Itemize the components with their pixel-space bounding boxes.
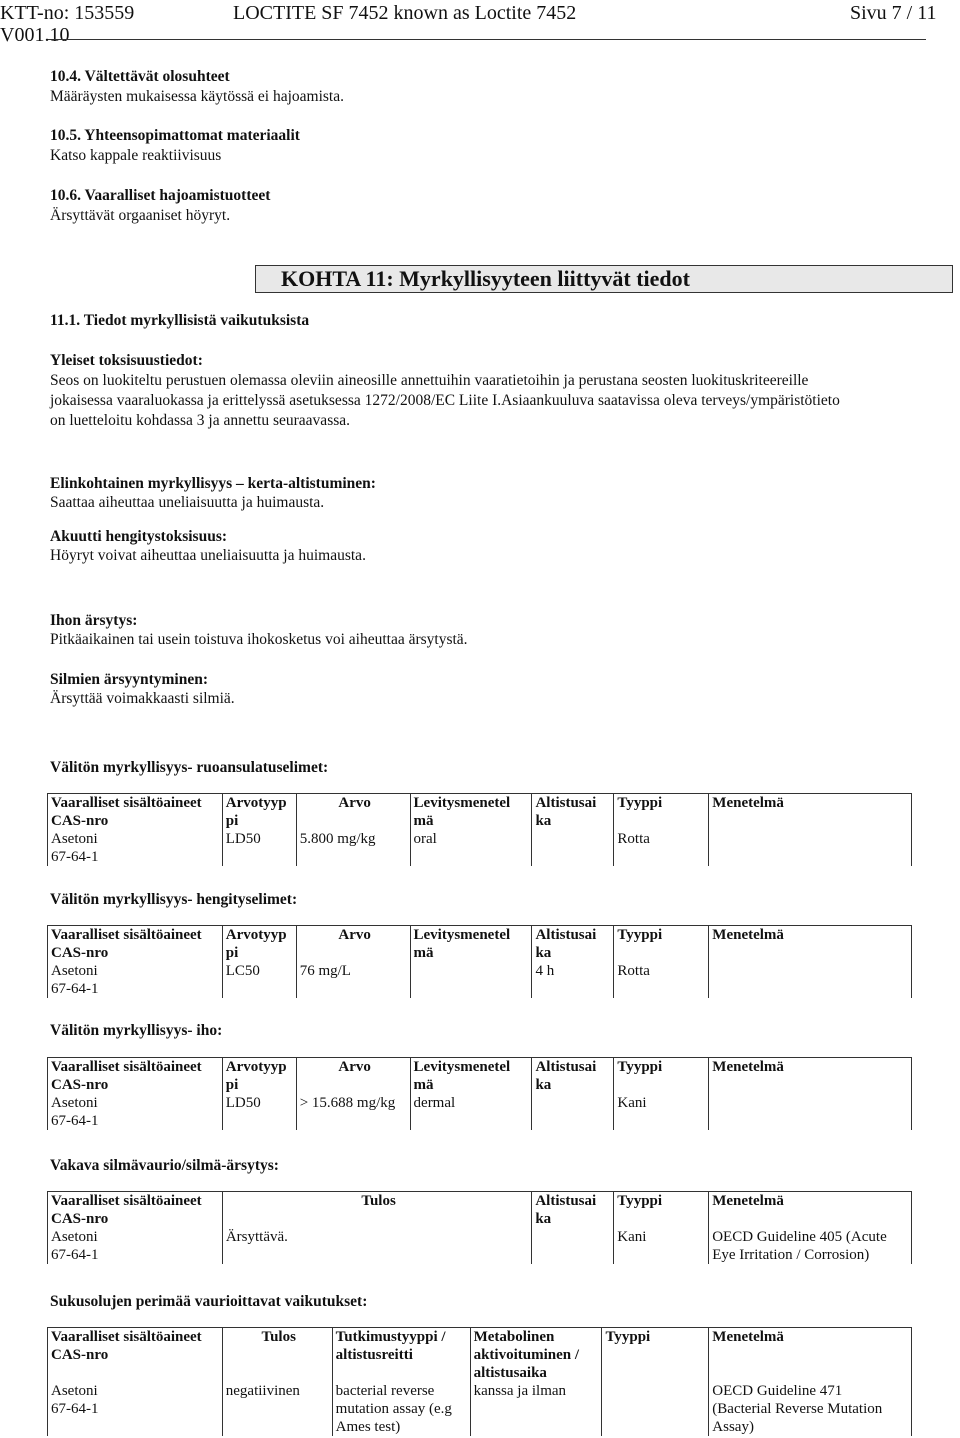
cell-method bbox=[709, 830, 912, 866]
general-line-1: Seos on luokiteltu perustuen olemassa oleviin aineosille annettuihin vaaratietoihin ja perustana seosten luokituskriteereille bbox=[50, 372, 809, 389]
cell-substance: Asetoni 67-64-1 bbox=[48, 1382, 223, 1436]
table-row bbox=[48, 1192, 912, 1229]
cell-method bbox=[709, 962, 912, 998]
cell-exposure bbox=[532, 1228, 614, 1264]
skin-text: Pitkäaikainen tai usein toistuva ihokosketus voi aiheuttaa ärsytystä. bbox=[50, 631, 468, 648]
general-line-3: on luetteloitu kohdassa 3 ja annettu seuraavassa. bbox=[50, 412, 351, 429]
s11-1-title: 11.1. Tiedot myrkyllisistä vaikutuksista bbox=[50, 312, 310, 329]
header-method: Menetelmä bbox=[709, 1328, 912, 1383]
header-test-type: Tutkimustyyppi / altistusreitti bbox=[332, 1328, 470, 1383]
header-type: Arvotyyp pi bbox=[222, 1058, 296, 1095]
oral-table bbox=[47, 793, 912, 866]
mutagen-table bbox=[47, 1327, 912, 1436]
table-row bbox=[48, 1058, 912, 1095]
cell-species: Rotta bbox=[614, 830, 709, 866]
cell-result: Ärsyttävä. bbox=[222, 1228, 532, 1264]
cell-type: LD50 bbox=[222, 830, 296, 866]
cell-route: oral bbox=[410, 830, 532, 866]
section-11-title: KOHTA 11: Myrkyllisyyteen liittyvät tiedot bbox=[281, 266, 690, 291]
eyedamage-table bbox=[47, 1191, 912, 1264]
header-method: Menetelmä bbox=[709, 1192, 912, 1229]
header-method: Menetelmä bbox=[709, 794, 912, 831]
cell-value: > 15.688 mg/kg bbox=[296, 1094, 410, 1130]
eye-text: Ärsyttää voimakkaasti silmiä. bbox=[50, 690, 235, 707]
table-row bbox=[48, 1094, 912, 1130]
header-exposure: Altistusai ka bbox=[532, 794, 614, 831]
header-species: Tyyppi bbox=[602, 1328, 709, 1383]
cell-substance: Asetoni 67-64-1 bbox=[48, 1228, 223, 1264]
header-route: Levitysmenetel mä bbox=[410, 1058, 532, 1095]
header-exposure: Altistusai ka bbox=[532, 1058, 614, 1095]
stot-text: Saattaa aiheuttaa uneliaisuutta ja huimausta. bbox=[50, 494, 325, 511]
header-value: Arvo bbox=[296, 794, 410, 831]
product-name: LOCTITE SF 7452 known as Loctite 7452 bbox=[233, 2, 577, 24]
table-row bbox=[48, 794, 912, 831]
s10-4-title: 10.4. Vältettävät olosuhteet bbox=[50, 68, 230, 85]
header-method: Menetelmä bbox=[709, 1058, 912, 1095]
header-rule bbox=[48, 39, 926, 40]
cell-result: negatiivinen bbox=[222, 1382, 332, 1436]
inhalation-table bbox=[47, 925, 912, 998]
header-substance: Vaaralliset sisältöaineet CAS-nro bbox=[48, 794, 223, 831]
skin-title: Ihon ärsytys: bbox=[50, 612, 138, 629]
header-substance: Vaaralliset sisältöaineet CAS-nro bbox=[48, 1192, 223, 1229]
header-substance: Vaaralliset sisältöaineet CAS-nro bbox=[48, 1058, 223, 1095]
cell-value: 76 mg/L bbox=[296, 962, 410, 998]
cell-exposure bbox=[532, 830, 614, 866]
eyedamage-title: Vakava silmävaurio/silmä-ärsytys: bbox=[50, 1157, 279, 1174]
cell-method: OECD Guideline 405 (Acute Eye Irritation / Corrosion) bbox=[709, 1228, 912, 1264]
inhal-title: Akuutti hengitystoksisuus: bbox=[50, 528, 228, 545]
header-method: Menetelmä bbox=[709, 926, 912, 963]
cell-method bbox=[709, 1094, 912, 1130]
s10-4-text: Määräysten mukaisessa käytössä ei hajoamista. bbox=[50, 88, 344, 105]
cell-test-type: bacterial reverse mutation assay (e.g Ames test) bbox=[332, 1382, 470, 1436]
cell-substance: Asetoni 67-64-1 bbox=[48, 1094, 223, 1130]
table-row bbox=[48, 830, 912, 866]
cell-type: LC50 bbox=[222, 962, 296, 998]
header-result: Tulos bbox=[222, 1192, 532, 1229]
cell-route bbox=[410, 962, 532, 998]
header-exposure: Altistusai ka bbox=[532, 1192, 614, 1229]
cell-method: OECD Guideline 471 (Bacterial Reverse Mutation Assay) bbox=[709, 1382, 912, 1436]
cell-species: Rotta bbox=[614, 962, 709, 998]
inhal-text: Höyryt voivat aiheuttaa uneliaisuutta ja huimausta. bbox=[50, 547, 366, 564]
cell-route: dermal bbox=[410, 1094, 532, 1130]
header-route: Levitysmenetel mä bbox=[410, 926, 532, 963]
cell-substance: Asetoni 67-64-1 bbox=[48, 962, 223, 998]
s10-6-title: 10.6. Vaaralliset hajoamistuotteet bbox=[50, 187, 271, 204]
general-line-2: jokaisessa vaaraluokassa ja erittelyssä asetuksessa 1272/2008/EC Liite I.Asiaankuuluva saatavissa oleva terveys/ympäristötieto bbox=[50, 392, 840, 409]
header-metabolic: Metabolinen aktivoituminen / altistusaika bbox=[470, 1328, 602, 1383]
dermal-title: Välitön myrkyllisyys- iho: bbox=[50, 1022, 223, 1039]
eye-title: Silmien ärsyyntyminen: bbox=[50, 671, 209, 688]
cell-substance: Asetoni 67-64-1 bbox=[48, 830, 223, 866]
table-row bbox=[48, 926, 912, 963]
table-row bbox=[48, 1328, 912, 1383]
dermal-table bbox=[47, 1057, 912, 1130]
ktt-number: KTT-no: 153559 bbox=[0, 2, 135, 24]
table-row bbox=[48, 1382, 912, 1436]
header-type: Arvotyyp pi bbox=[222, 926, 296, 963]
header-value: Arvo bbox=[296, 926, 410, 963]
cell-type: LD50 bbox=[222, 1094, 296, 1130]
s10-6-text: Ärsyttävät orgaaniset höyryt. bbox=[50, 207, 231, 224]
cell-species: Kani bbox=[614, 1094, 709, 1130]
cell-metabolic: kanssa ja ilman bbox=[470, 1382, 602, 1436]
cell-exposure bbox=[532, 1094, 614, 1130]
inhalation-title: Välitön myrkyllisyys- hengityselimet: bbox=[50, 891, 298, 908]
header-species: Tyyppi bbox=[614, 926, 709, 963]
cell-species bbox=[602, 1382, 709, 1436]
general-title: Yleiset toksisuustiedot: bbox=[50, 352, 203, 369]
header-species: Tyyppi bbox=[614, 1058, 709, 1095]
header-substance: Vaaralliset sisältöaineet CAS-nro bbox=[48, 1328, 223, 1383]
header-value: Arvo bbox=[296, 1058, 410, 1095]
cell-species: Kani bbox=[614, 1228, 709, 1264]
s10-5-title: 10.5. Yhteensopimattomat materiaalit bbox=[50, 127, 300, 144]
oral-title: Välitön myrkyllisyys- ruoansulatuselimet: bbox=[50, 759, 329, 776]
header-species: Tyyppi bbox=[614, 1192, 709, 1229]
mutagen-title: Sukusolujen perimää vaurioittavat vaikutukset: bbox=[50, 1293, 368, 1310]
header-route: Levitysmenetel mä bbox=[410, 794, 532, 831]
s10-5-text: Katso kappale reaktiivisuus bbox=[50, 147, 222, 164]
header-substance: Vaaralliset sisältöaineet CAS-nro bbox=[48, 926, 223, 963]
table-row bbox=[48, 962, 912, 998]
table-row bbox=[48, 1228, 912, 1264]
page-number: Sivu 7 / 11 bbox=[850, 2, 937, 24]
cell-exposure: 4 h bbox=[532, 962, 614, 998]
version: V001.10 bbox=[0, 24, 70, 46]
cell-value: 5.800 mg/kg bbox=[296, 830, 410, 866]
header-species: Tyyppi bbox=[614, 794, 709, 831]
header-result: Tulos bbox=[222, 1328, 332, 1383]
stot-title: Elinkohtainen myrkyllisyys – kerta-altistuminen: bbox=[50, 475, 376, 492]
header-type: Arvotyyp pi bbox=[222, 794, 296, 831]
header-exposure: Altistusai ka bbox=[532, 926, 614, 963]
section-11-banner bbox=[255, 265, 953, 293]
